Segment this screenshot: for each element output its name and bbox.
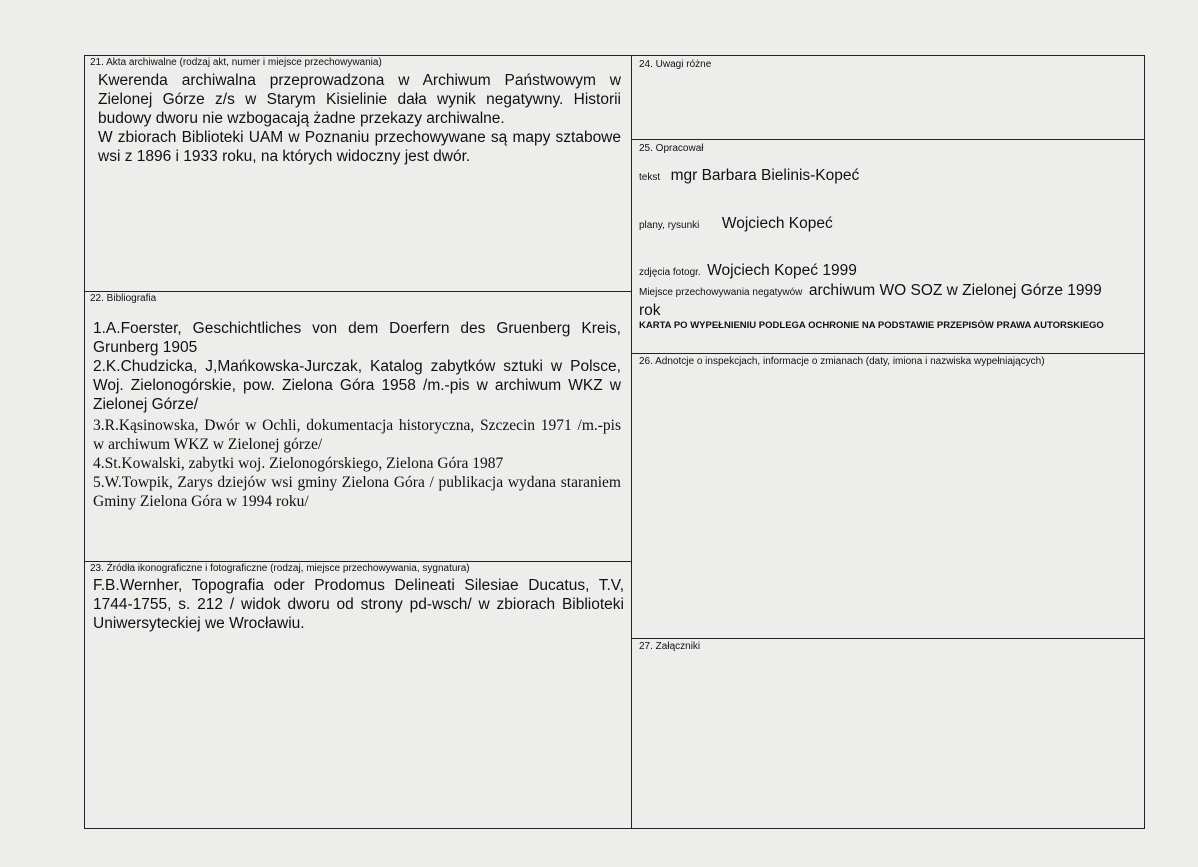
drawings-author-label: plany, rysunki	[639, 220, 700, 231]
photos-author-label: zdjęcia fotogr.	[639, 267, 701, 278]
negatives-storage-row	[639, 281, 1102, 300]
text-author-value: mgr Barbara Bielinis-Kopeć	[670, 167, 860, 184]
drawings-author-value: Wojciech Kopeć	[721, 215, 833, 232]
bibliography-item: 4.St.Kowalski, zabytki woj. Zielonogórskiego, Zielona Góra 1987	[93, 455, 504, 472]
section-21-header: 21. Akta archiwalne (rodzaj akt, numer i miejsce przechowywania)	[90, 57, 382, 68]
text-author-row	[639, 166, 859, 185]
section-21-archival-records	[85, 56, 631, 290]
section-24-header: 24. Uwagi różne	[639, 59, 712, 70]
section-23-iconographic-sources	[85, 562, 631, 828]
bibliography-item: 2.K.Chudzicka, J,Mańkowska-Jurczak, Katalog zabytków sztuki w Polsce, Woj. Zielonogórskie, pow. Zielona Góra 1958 /m.-pis w archiwum WKZ w Zielonej Górze/	[93, 358, 621, 413]
section-25-prepared-by	[632, 140, 1144, 353]
bibliography-item: 5.W.Towpik, Zarys dziejów wsi gminy Zielona Góra / publikacja wydana staraniem Gminy Zielona Góra w 1994 roku/	[93, 474, 621, 510]
section-26-inspection-notes	[632, 354, 1144, 638]
text-author-label: tekst	[639, 172, 661, 183]
drawings-author-row	[639, 214, 833, 233]
copyright-notice: KARTA PO WYPEŁNIENIU PODLEGA OCHRONIE NA PODSTAWIE PRZEPISÓW PRAWA AUTORSKIEGO	[639, 320, 1104, 331]
section-27-header: 27. Załączniki	[639, 641, 701, 652]
negatives-storage-value: archiwum WO SOZ w Zielonej Górze 1999	[808, 282, 1102, 299]
section-26-header: 26. Adnotcje o inspekcjach, informacje o zmianach (daty, imiona i nazwiska wypełniających)	[639, 356, 1045, 367]
section-23-text: F.B.Wernher, Topografia oder Prodomus Delineati Silesiae Ducatus, T.V, 1744-1755, s. 212 / widok dworu od strony pd-wsch/ w zbiorach Biblioteki Uniwersyteckiej we Wrocławiu.	[93, 577, 624, 632]
negatives-storage-label: Miejsce przechowywania negatywów	[639, 287, 803, 298]
photos-author-value: Wojciech Kopeć 1999	[707, 262, 857, 279]
photos-author-row	[639, 261, 857, 280]
section-24-remarks	[632, 56, 1144, 139]
section-22-bibliography	[85, 292, 631, 560]
section-22-header: 22. Bibliografia	[90, 293, 157, 304]
bibliography-item: 3.R.Kąsinowska, Dwór w Ochli, dokumentacja historyczna, Szczecin 1971 /m.-pis w archiwum WKZ w Zielonej górze/	[93, 417, 621, 453]
section-21-paragraph-1: Kwerenda archiwalna przeprowadzona w Archiwum Państwowym w Zielonej Górze z/s w Starym Kisielinie dała wynik negatywny. Historii budowy dworu nie wzbogacają żadne przekazy archiwalne.	[98, 72, 621, 127]
section-25-header: 25. Opracował	[639, 143, 704, 154]
bibliography-item: 1.A.Foerster, Geschichtliches von dem Doerfern des Gruenberg Kreis, Grunberg 1905	[93, 320, 621, 356]
section-27-attachments	[632, 639, 1144, 828]
negatives-storage-value-cont: rok	[639, 302, 661, 319]
section-21-paragraph-2: W zbiorach Biblioteki UAM w Poznaniu przechowywane są mapy sztabowe wsi z 1896 i 1933 roku, na których widoczny jest dwór.	[98, 129, 621, 165]
section-23-header: 23. Źródła ikonograficzne i fotograficzne (rodzaj, miejsce przechowywania, sygnatura)	[90, 563, 470, 574]
